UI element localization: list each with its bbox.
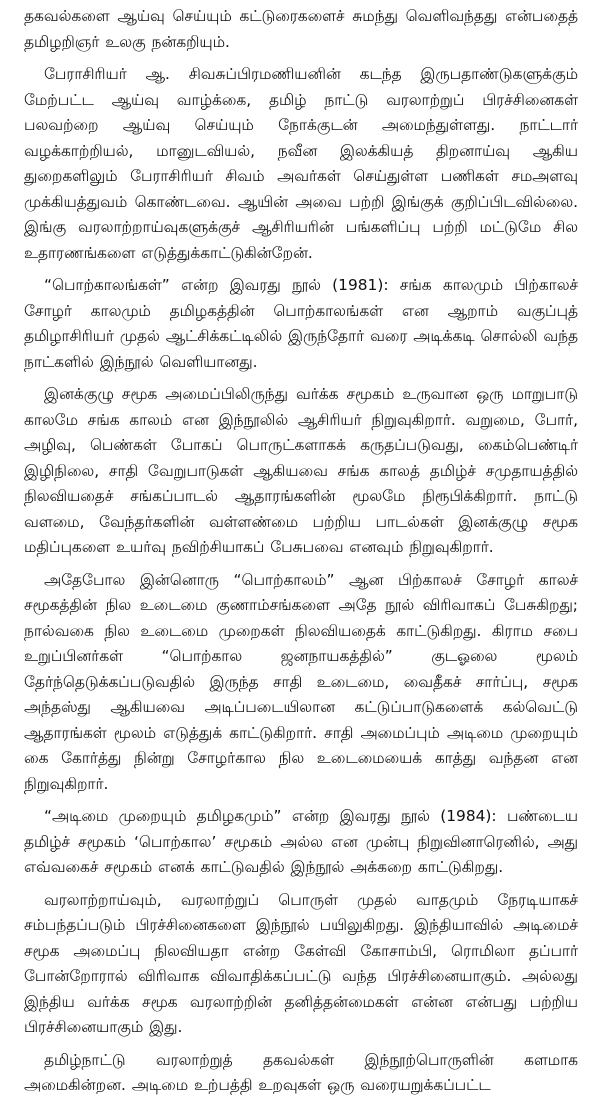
paragraph-sangam-age: இனக்குழு சமூக அமைப்பிலிருந்து வர்க்க சமூகம் உருவான ஒரு மாறுபாடு காலமே சங்க காலம் என இந்நூலில் ஆசிரியர் நிறுவுகிறார். வறுமை, போர், அழிவு, பெண்கள் போகப் பொருட்களாகக் கருதப்படுவது, கைம்பெண்டிர் இழிநிலை, சாதி வேறுபாடுகள் ஆகியவை சங்க காலத் தமிழ்ச் சமுதாயத்தில் நிலவியதைச் சங்கப்பாடல் ஆதாரங்களின் மூலமே நிரூபிக்கிறார். நாட்டு வளமை, வேந்தர்களின் வள்ளண்மை பற்றிய பாடல்கள் இனக்குழு சமூக மதிப்புகளை உயர்வு நவிற்சியாகப் பேசுபவை எனவும் நிறுவுகிறார். xyxy=(24,385,578,556)
paragraph-research-career: பேராசிரியர் ஆ. சிவசுப்பிரமணியனின் கடந்த இருபதாண்டுகளுக்கும் மேற்பட்ட ஆய்வு வாழ்க்கை, தமிழ் நாட்டு வரலாற்றுப் பிரச்சினைகள் பலவற்றை ஆய்வு செய்யும் நோக்குடன் அமைந்துள்ளது. நாட்டார் வழக்காற்றியல், மானுடவியல், நவீன இலக்கியத் திறனாய்வு ஆகிய துறைகளிலும் பேராசிரியர் சிவம் அவர்கள் செய்துள்ள பணிகள் சமஅளவு முக்கியத்துவம் கொண்டவை. ஆயின் அவை பற்றி இங்குக் குறிப்பிடவில்லை. இங்கு வரலாற்றாய்வுகளுக்குச் ஆசிரியரின் பங்களிப்பு பற்றி மட்டுமே சில உதாரணங்களை எடுத்துக்காட்டுகின்றேன். xyxy=(24,65,578,262)
paragraph-slavery-book: “அடிமை முறையும் தமிழகமும்” என்ற இவரது நூல் (1984): பண்டைய தமிழ்ச் சமூகம் ‘பொற்கால’ சமூகம் அல்ல என முன்பு நிறுவினாரெனில், அது எவ்வகைச் சமூகம் எனக் காட்டுவதில் இந்நூல் அக்கறை காட்டுகிறது. xyxy=(24,807,578,876)
paragraph-chola-age: அதேபோல இன்னொரு “பொற்காலம்” ஆன பிற்காலச் சோழர் காலச் சமூகத்தின் நில உடைமை குணாம்சங்களை அதே நூல் விரிவாகப் பேசுகிறது; நால்வகை நில உடைமை முறைகள் நிலவியதைக் காட்டுகிறது. கிராம சபை உறுப்பினர்கள் “பொற்கால ஜனநாயகத்தில்” குடஓலை மூலம் தேர்ந்தெடுக்கப்படுவதில் இருந்த சாதி உடைமை, வைதீகச் சார்ப்பு, சமூக அந்தஸ்து ஆகியவை அடிப்படையிலான கட்டுப்பாடுகளைக் கல்வெட்டு ஆதாரங்கள் மூலம் எடுத்துக் காட்டுகிறார். சாதி அமைப்பும் அடிமை முறையும் கை கோர்த்து நின்று சோழர்கால நில உடைமையைக் காத்து வந்தன என நிறுவுகிறார். xyxy=(24,570,578,793)
paragraph-continuation: தகவல்களை ஆய்வு செய்யும் கட்டுரைகளைச் சுமந்து வெளிவந்தது என்பதைத் தமிழறிஞர் உலகு நன்கறியும். xyxy=(24,7,578,51)
paragraph-tamilnadu-history: தமிழ்நாட்டு வரலாற்றுத் தகவல்கள் இந்நூற்பொருளின் களமாக அமைகின்றன. அடிமை உற்பத்தி உறவுகள் ஒரு வரையறுக்கப்பட்ட xyxy=(24,1050,578,1094)
paragraph-historiography: வரலாற்றாய்வும், வரலாற்றுப் பொருள் முதல் வாதமும் நேரடியாகச் சம்பந்தப்படும் பிரச்சினைகளை இந்நூல் பயிலுகிறது. இந்தியாவில் அடிமைச் சமூக அமைப்பு நிலவியதா என்ற கேள்வி கோசாம்பி, ரொமிலா தப்பார் போன்றோரால் விரிவாக விவாதிக்கப்பட்டு வந்த பிரச்சினையாகும். அல்லது இந்திய வர்க்க சமூக வரலாற்றின் தனித்தன்மைகள் என்ன என்பது பற்றிய பிரச்சினையாகும் இது. xyxy=(24,890,578,1036)
paragraph-porkalangal: “பொற்காலங்கள்” என்ற இவரது நூல் (1981): சங்க காலமும் பிற்காலச் சோழர் காலமும் தமிழகத்தின் பொற்காலங்கள் என ஆறாம் வகுப்புத் தமிழாசிரியர் முதல் ஆட்சிக்கட்டிலில் இருந்தோர் வரை அடிக்கடி சொல்லி வந்த நாட்களில் இந்நூல் வெளியானது. xyxy=(24,276,578,371)
